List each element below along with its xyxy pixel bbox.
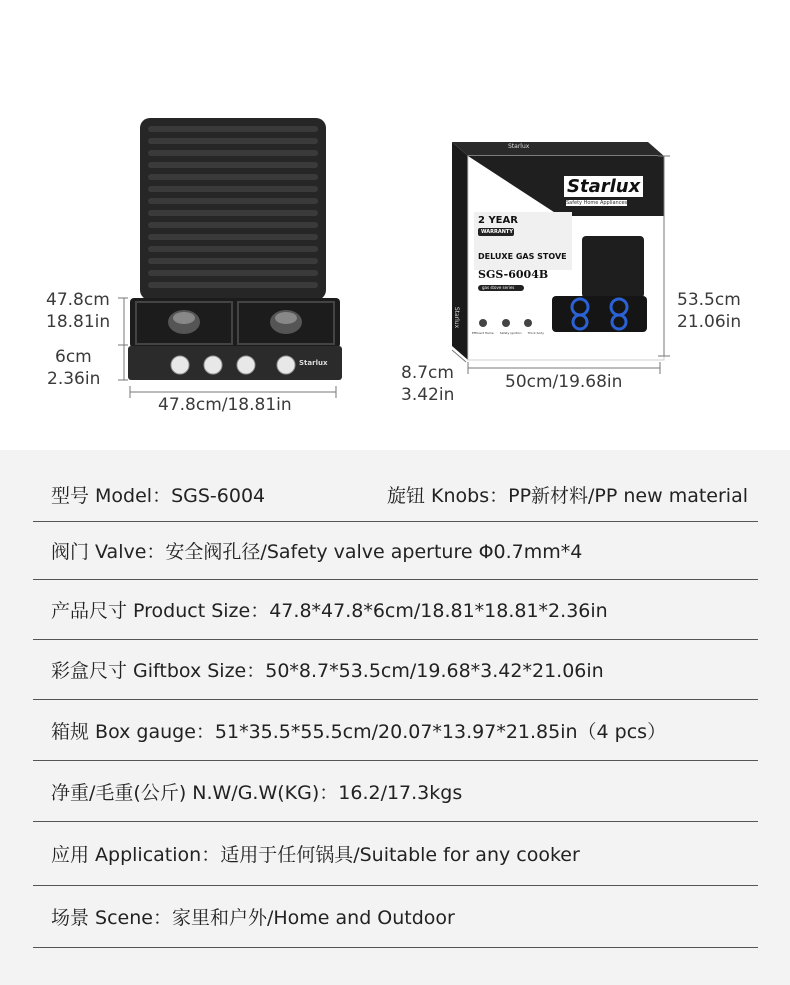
box-brand-logo: Starlux bbox=[564, 176, 643, 197]
box-features bbox=[472, 331, 544, 335]
spec-row bbox=[33, 640, 758, 700]
product-image-area bbox=[0, 0, 790, 450]
box-height-label bbox=[677, 289, 741, 333]
box-warranty: 2 YEAR bbox=[478, 215, 518, 226]
stove-width-label: 47.8cm/18.81in bbox=[158, 395, 292, 415]
spec-text: 应用 Application：适用于任何锅具/Suitable for any cooker bbox=[51, 844, 580, 866]
box-tagline: Safety Home Appliances bbox=[566, 200, 628, 206]
box-width-label: 50cm/19.68in bbox=[505, 372, 623, 392]
spec-text: 型号 Model：SGS-6004 bbox=[51, 484, 266, 507]
box-depth-label bbox=[401, 362, 454, 406]
spec-row bbox=[33, 700, 758, 761]
dim-in: 2.36in bbox=[47, 369, 101, 389]
dim-in: 3.42in bbox=[401, 385, 455, 405]
box-feature-label: Efficient flame bbox=[472, 331, 494, 335]
spec-text: 产品尺寸 Product Size：47.8*47.8*6cm/18.81*18.81*2.36in bbox=[51, 600, 608, 622]
dim-cm: 6cm bbox=[55, 347, 92, 367]
spec-row bbox=[33, 467, 758, 522]
stove-height-label bbox=[46, 289, 110, 333]
spec-row bbox=[33, 580, 758, 640]
box-warranty-badge: WARRANTY bbox=[481, 229, 513, 235]
box-series: gas stove series bbox=[482, 285, 515, 290]
spec-row bbox=[33, 761, 758, 822]
spec-row bbox=[33, 886, 758, 948]
gas-stove-image bbox=[0, 0, 790, 450]
spec-row bbox=[33, 522, 758, 580]
box-model: SGS-6004B bbox=[478, 268, 549, 281]
box-feature-label: Thick body bbox=[527, 331, 544, 335]
gift-box-image bbox=[452, 142, 664, 360]
box-top-brand: Starlux bbox=[508, 143, 530, 150]
spec-table bbox=[33, 467, 758, 948]
spec-text: 箱规 Box gauge：51*35.5*55.5cm/20.07*13.97*21.85in（4 pcs） bbox=[51, 720, 667, 743]
spec-text: 彩盒尺寸 Giftbox Size：50*8.7*53.5cm/19.68*3.42*21.06in bbox=[51, 660, 604, 682]
dim-in: 18.81in bbox=[46, 312, 111, 332]
spec-row bbox=[33, 822, 758, 886]
dim-cm: 53.5cm bbox=[677, 290, 741, 310]
spec-text: 净重/毛重(公斤) N.W/G.W(KG)：16.2/17.3kgs bbox=[51, 781, 463, 804]
box-side-brand: Starlux bbox=[453, 306, 461, 329]
box-feature-label: Safety ignition bbox=[499, 331, 522, 335]
stove-body-label bbox=[47, 346, 100, 390]
dim-cm: 47.8cm bbox=[46, 290, 110, 310]
dim-in: 21.06in bbox=[677, 312, 742, 332]
box-product-name: DELUXE GAS STOVE bbox=[478, 252, 567, 261]
spec-text: 阀门 Valve：安全阀孔径/Safety valve aperture Φ0.7mm*4 bbox=[51, 541, 583, 563]
dim-cm: 8.7cm bbox=[401, 363, 454, 383]
spec-text: 旋钮 Knobs：PP新材料/PP new material bbox=[386, 484, 748, 507]
spec-text: 场景 Scene：家里和户外/Home and Outdoor bbox=[51, 907, 455, 929]
stove-badge: Starlux bbox=[299, 359, 328, 367]
